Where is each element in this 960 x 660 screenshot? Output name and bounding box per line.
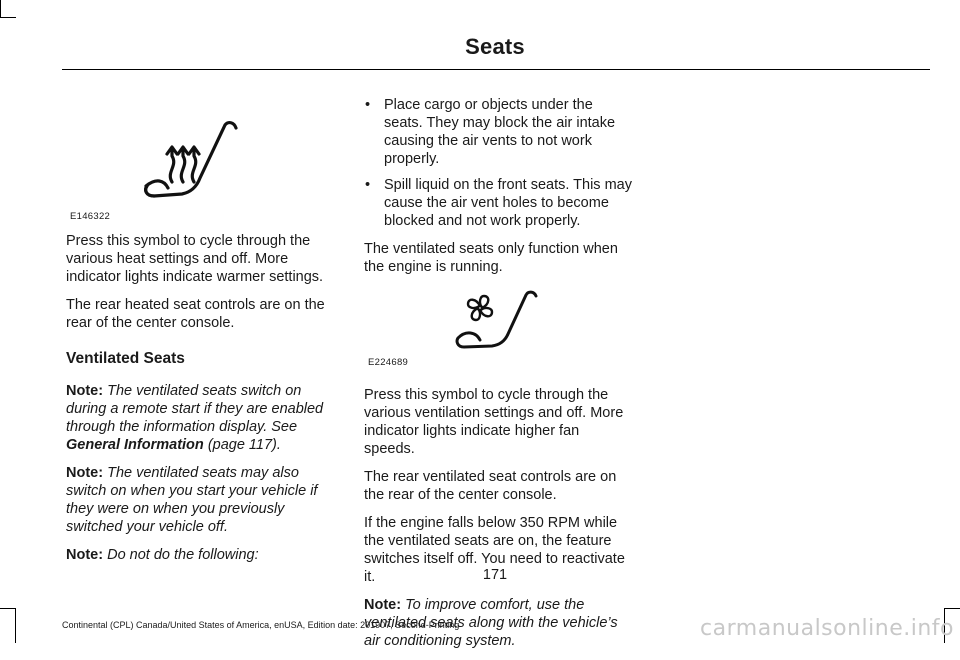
list-item: • Spill liquid on the front seats. This may cause the air vent holes to become blocked and not work properly.	[364, 176, 634, 230]
note	[66, 382, 338, 454]
note-text: Do not do the following:	[107, 547, 259, 563]
paragraph: Press this symbol to cycle through the various ventilation settings and off. More indicator lights indicate higher fan speeds.	[364, 387, 624, 457]
ventilated-seat-figure	[364, 286, 634, 376]
list-item: • Place cargo or objects under the seats. They may block the air intake causing the air vents to not work properly.	[364, 96, 634, 168]
note-text: The ventilated seats may also switch on when you start your vehicle if they were on when you previously switched your vehicle off.	[66, 465, 318, 535]
crop-mark	[0, 0, 1, 18]
ventilated-seat-icon	[454, 290, 544, 356]
note-label: Note:	[364, 597, 402, 613]
crop-mark	[0, 17, 16, 18]
crop-mark	[944, 608, 960, 609]
note-text: To improve comfort, use the ventilated seats along with the vehicle’s air conditioning system.	[364, 597, 618, 649]
footer-edition: Continental (CPL) Canada/United States of America, enUSA, Edition date: 201907, Second-Printing	[62, 620, 460, 630]
note-label: Note:	[66, 465, 104, 481]
note-label: Note:	[66, 383, 104, 399]
heated-seat-icon	[142, 116, 242, 206]
figure-id: E224689	[368, 357, 409, 368]
header-divider	[62, 69, 930, 70]
crop-mark	[0, 608, 16, 609]
cross-reference-link[interactable]: General Information	[66, 437, 204, 453]
crop-mark	[15, 608, 16, 643]
note-text: The ventilated seats switch on during a remote start if they are enabled through the information display. See	[66, 383, 324, 435]
figure-id: E146322	[70, 211, 111, 222]
paragraph: The rear ventilated seat controls are on the rear of the center console.	[364, 469, 617, 503]
paragraph: The ventilated seats only function when the engine is running.	[364, 241, 618, 275]
heated-seat-figure	[66, 96, 338, 232]
page-reference: (page 117).	[207, 437, 281, 453]
paragraph: If the engine falls below 350 RPM while the ventilated seats are on, the feature switches itself off. You need to reactivate it.	[364, 515, 625, 585]
section-heading: Ventilated Seats	[66, 350, 185, 367]
bullet-list	[364, 96, 634, 230]
page-title: Seats	[465, 34, 525, 59]
paragraph: Press this symbol to cycle through the various heat settings and off. More indicator lights indicate warmer settings.	[66, 233, 324, 285]
note	[66, 546, 338, 564]
watermark: carmanualsonline.info	[700, 616, 954, 641]
left-column	[66, 96, 338, 574]
note	[66, 464, 338, 536]
paragraph: The rear heated seat controls are on the rear of the center console.	[66, 297, 325, 331]
page-number: 171	[482, 567, 508, 583]
note-label: Note:	[66, 547, 104, 563]
